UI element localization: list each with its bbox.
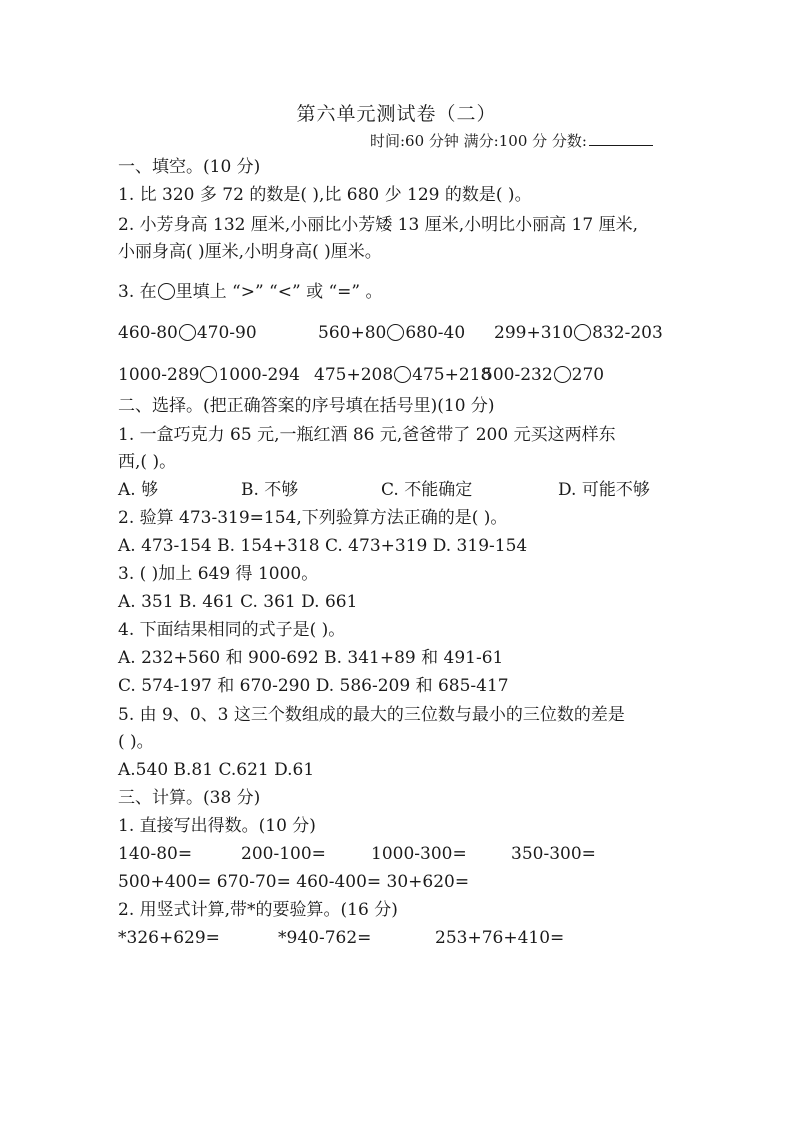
choice-question-2: 2. 验算 473-319=154,下列验算方法正确的是( )。 [118,508,508,528]
choice-question-3-options: A. 351 B. 461 C. 361 D. 661 [118,592,358,612]
answer-circle[interactable] [179,324,196,341]
answer-circle[interactable] [394,366,411,383]
compare-left: 299+310 [494,323,574,343]
compare-right: 1000-294 [218,365,300,385]
answer-circle[interactable] [574,324,591,341]
compare-right: 270 [571,365,605,385]
choice-question-1-line1: 1. 一盒巧克力 65 元,一瓶红酒 86 元,爸爸带了 200 元买这两样东 [118,425,616,445]
compare-left: 560+80 [318,323,387,343]
choice-question-1-line2: 西,( )。 [118,452,177,472]
section2-heading: 二、选择。(把正确答案的序号填在括号里)(10 分) [118,396,495,416]
choice-question-4-options-2: C. 574-197 和 670-290 D. 586-209 和 685-417 [118,676,509,696]
compare-row-2 [118,364,604,386]
section1-heading: 一、填空。(10 分) [118,157,261,177]
answer-circle[interactable] [387,324,404,341]
option-b[interactable]: B. 不够 [241,480,299,500]
choice-question-3: 3. ( )加上 649 得 1000。 [118,564,319,584]
calc-item: 200-100= [241,844,326,864]
calc-item: 350-300= [511,844,596,864]
compare-item [482,364,604,386]
compare-item [118,364,314,386]
calc-item: *940-762= [278,928,372,948]
calc-item: 1000-300= [371,844,467,864]
compare-right: 680-40 [405,323,466,343]
score-blank[interactable] [589,131,653,146]
circle-icon [158,283,175,300]
compare-item [318,322,494,344]
compare-right: 475+218 [412,365,492,385]
choice-question-4: 4. 下面结果相同的式子是( )。 [118,620,346,640]
compare-right: 832-203 [592,323,663,343]
compare-left: 475+208 [314,365,394,385]
choice-question-1-options [118,479,650,501]
compare-left: 1000-289 [118,365,200,385]
compare-left: 460-80 [118,323,178,343]
compare-right: 470-90 [196,323,257,343]
calc-row-2: 500+400= 670-70= 460-400= 30+620= [118,872,470,892]
compare-item [314,364,492,386]
answer-circle[interactable] [554,366,571,383]
option-d[interactable]: D. 可能不够 [558,480,650,500]
fill-question-2-line1: 2. 小芳身高 132 厘米,小丽比小芳矮 13 厘米,小明比小丽高 17 厘米, [118,215,638,235]
compare-item [494,322,663,344]
page-title: 第六单元测试卷（二） [296,103,497,125]
calc-sub-1: 1. 直接写出得数。(10 分) [118,816,316,836]
fill-question-1: 1. 比 320 多 72 的数是( ),比 680 少 129 的数是( )。 [118,185,532,205]
choice-question-2-options: A. 473-154 B. 154+318 C. 473+319 D. 319-154 [118,536,528,556]
answer-circle[interactable] [200,366,217,383]
choice-question-4-options-1: A. 232+560 和 900-692 B. 341+89 和 491-61 [118,648,504,668]
compare-row-1 [118,322,663,344]
section3-heading: 三、计算。(38 分) [118,788,261,808]
exam-meta-text: 时间:60 分钟 满分:100 分 分数: [370,132,587,150]
calc-item: 140-80= [118,844,193,864]
choice-question-5-line1: 5. 由 9、0、3 这三个数组成的最大的三位数与最小的三位数的差是 [118,705,625,725]
fill-question-2-line2: 小丽身高( )厘米,小明身高( )厘米。 [118,242,382,262]
choice-question-5-line2: ( )。 [118,732,154,752]
option-c[interactable]: C. 不能确定 [381,480,473,500]
choice-question-5-options: A.540 B.81 C.621 D.61 [118,760,315,780]
calc-row-1 [118,843,596,865]
fill-question-3-rest: 里填上 “>” “<” 或 “=” 。 [175,282,383,302]
compare-left: 500-232 [482,365,553,385]
calc-row-3 [118,927,564,949]
option-a[interactable]: A. 够 [118,480,159,500]
calc-sub-2: 2. 用竖式计算,带*的要验算。(16 分) [118,900,398,920]
calc-item: *326+629= [118,928,220,948]
fill-question-3 [118,281,383,303]
compare-item [118,322,318,344]
fill-question-3-intro: 3. 在 [118,282,157,302]
exam-meta [370,131,653,151]
calc-item: 253+76+410= [435,928,565,948]
